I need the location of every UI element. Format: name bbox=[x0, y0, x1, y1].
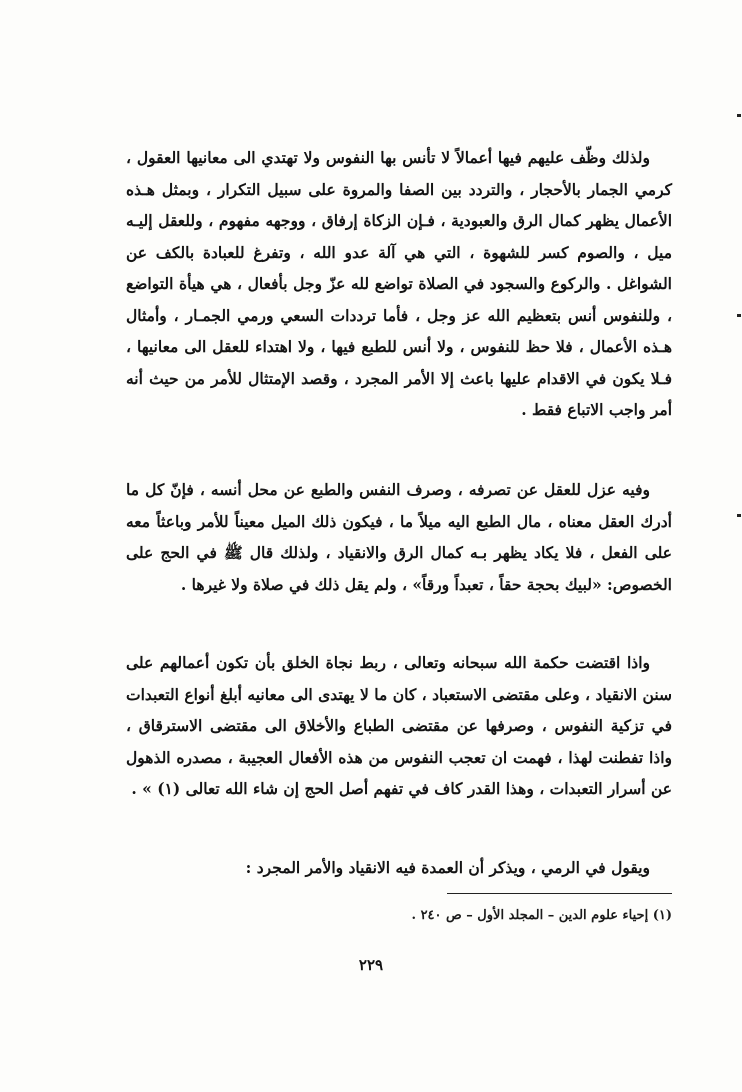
paragraph: واذا اقتضت حكمة الله سبحانه وتعالى ، ربط نجاة الخلق بأن تكون أعمالهم على سنن الانقياد ، وعلى مقتضى الاستعباد ، كان ما لا يهتدى الى معانيه أبلغ أنواع التعبدات في تزكية النفوس ، وصرفها عن مقتضى الطباع والأخلاق الى مقتضى الاسترقاق ، واذا تفطنت لهذا ، فهمت ان تعجب النفوس من هذه الأفعال العجيبة ، مصدره الذهول عن أسرار التعبدات ، وهذا القدر كاف في تفهم أصل الحج إن شاء الله تعالى (١) » . bbox=[126, 653, 672, 798]
body-text bbox=[126, 852, 672, 884]
body-text bbox=[126, 647, 672, 805]
body-text bbox=[126, 142, 672, 426]
paragraph: وفيه عزل للعقل عن تصرفه ، وصرف النفس والطبع عن محل أنسه ، فإنّ كل ما أدرك العقل معناه ، مال الطبع اليه ميلاً ما ، فيكون ذلك الميل معيناً للأمر وباعثاً معه على الفعل ، فلا يكاد يظهر بـه كمال الرق والانقياد ، ولذلك قال ﷺ في الحج على الخصوص: «لبيك بحجة حقاً ، تعبداً ورقاً» ، ولم يقل ذلك في صلاة ولا غيرها . bbox=[126, 480, 672, 594]
footnote-divider bbox=[447, 893, 672, 894]
page-number: ٢٢٩ bbox=[358, 956, 384, 974]
body-text bbox=[126, 474, 672, 600]
paragraph: ولذلك وظّف عليهم فيها أعمالاً لا تأنس بها النفوس ولا تهتدي الى معانيها العقول ، كرمي الجمار بالأحجار ، والتردد بين الصفا والمروة على سبيل التكرار ، وبمثل هـذه الأعمال يظهر كمال الرق والعبودية ، فـإن الزكاة إرفاق ، ووجهه مفهوم ، وللعقل إليـه ميل ، والصوم كسر للشهوة ، التي هي آلة عدو الله ، وتفرغ للعبادة بالكف عن الشواغل . والركوع والسجود في الصلاة تواضع لله عزّ وجل بأفعال ، هي هيأة التواضع ، وللنفوس أنس بتعظيم الله عز وجل ، فأما ترددات السعي ورمي الجمـار ، وأمثال هـذه الأعمال ، فلا حظ للنفوس ، ولا أنس للطبع فيها ، ولا اهتداء للعقل الى معانيها ، فـلا يكون في الاقدام عليها باعث إلا الأمر المجرد ، وقصد الإمتثال للأمر من حيث أنه أمر واجب الاتباع فقط . bbox=[126, 148, 672, 419]
paragraph: ويقول في الرمي ، ويذكر أن العمدة فيه الانقياد والأمر المجرد : bbox=[245, 858, 650, 877]
scan-edge-mark bbox=[737, 314, 741, 317]
footnote: (١) إحياء علوم الدين – المجلد الأول – ص ٢٤٠ . bbox=[411, 908, 672, 923]
scan-edge-mark bbox=[737, 114, 741, 117]
scan-edge-mark bbox=[737, 514, 741, 517]
